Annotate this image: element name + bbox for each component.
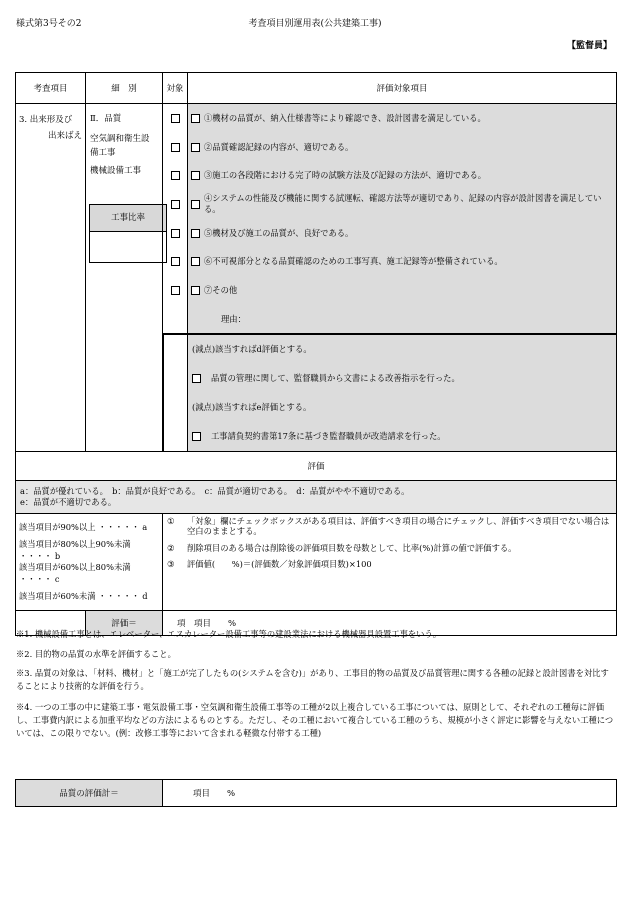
scale-a: 該当項目が90%以上 ・・・・・ a (19, 522, 148, 533)
footnote-2: ※2. 目的物の品質の水準を評価すること。 (16, 649, 176, 659)
target-checkbox-5[interactable] (171, 229, 180, 238)
header-category: 考査項目 (16, 73, 86, 104)
reason-field[interactable]: 理由： (221, 313, 246, 324)
subcategory-cell (86, 104, 163, 452)
header-items: 評価対象項目 (188, 73, 617, 104)
subcategory-line-3: 機械設備工事 (90, 166, 142, 176)
category-line-2: 出来ばえ (47, 131, 82, 141)
role-label: 【監督員】 (566, 41, 612, 51)
work-ratio-box (89, 204, 167, 263)
evaluation-table (15, 72, 617, 636)
header-subcategory: 細 別 (86, 73, 163, 104)
target-checkbox-2[interactable] (171, 143, 180, 152)
footnote-1: ※1. 機械設備工事とは、エレベーター、エスカレーター設備工事等の建設業法における機械器具設置工事をいう。 (16, 629, 442, 639)
grade-legend (16, 480, 617, 513)
footnote-4: ※4. 一つの工事の中に建築工事・電気設備工事・空気調和衛生設備工事等の工種が2以上複合している工事については、原則として、それぞれの工種毎に評価し、工事費内訳による加重平均などの方法によるものとする。ただし、その工種において複合している工種のうち、規模が小さく評定に影響を与えない工種については、この限りでない。(例：改修工事等において含まれる軽微な付帯する工種) (16, 702, 614, 738)
total-label: 品質の評価計＝ (16, 780, 163, 807)
note-3: ③ 評価値( %)＝(評価数／対象評価項目数)×100 (167, 559, 372, 570)
target-checkbox-6[interactable] (171, 257, 180, 266)
scale-c: 該当項目が60%以上80%未満 ・・・・ c (19, 562, 131, 585)
document-title: 考査項目別運用表(公共建築工事) (248, 19, 382, 29)
deduction-e-item: 工事請負契約書第17条に基づき監督職員が改造請求を行った。 (192, 422, 612, 451)
deduction-e-note: (減点)該当すればe評価とする。 (192, 402, 312, 413)
scale-b: 該当項目が80%以上90%未満 ・・・・ b (19, 539, 131, 562)
work-ratio-input[interactable] (90, 232, 166, 262)
item-checkbox-7[interactable] (191, 286, 200, 295)
footnote-3: ※3. 品質の対象は、「材料、機材」と「施工が完了したもの(システムを含む)」があり、工事目的物の品質及び品質管理に関する各種の記録と設計図書を対比することにより技術的な評価を行う。 (16, 668, 609, 691)
deduction-e-checkbox[interactable] (192, 432, 201, 441)
eval-item-2: ②品質確認記録の内容が、適切である。 (191, 133, 613, 162)
target-checkbox-4[interactable] (171, 200, 180, 209)
target-checkbox-7[interactable] (171, 286, 180, 295)
deduction-d-item: 品質の管理に関して、監督職員から文書による改善指示を行った。 (192, 364, 612, 393)
category-cell (16, 104, 86, 452)
eval-item-5: ⑤機材及び施工の品質が、良好である。 (191, 219, 613, 248)
header-target: 対象 (163, 73, 188, 104)
item-checkbox-6[interactable] (191, 257, 200, 266)
eval-item-7: ⑦その他 (191, 276, 613, 305)
deduction-d-note: (減点)該当すればd評価とする。 (192, 344, 312, 355)
target-checkbox-1[interactable] (171, 114, 180, 123)
grade-legend-line-2: e：品質が不適切である。 (20, 496, 117, 507)
evaluation-items-cell (188, 104, 617, 334)
evaluation-notes (163, 513, 617, 610)
work-ratio-label: 工事比率 (90, 205, 166, 232)
item-checkbox-3[interactable] (191, 171, 200, 180)
eval-item-4: ④システムの性能及び機能に関する試運転、確認方法等が適切であり、記録の内容が設計図書を満足している。 (191, 190, 613, 219)
deduction-target-cell (163, 334, 188, 452)
deduction-d-checkbox[interactable] (192, 374, 201, 383)
grade-legend-line-1: a：品質が優れている。 b：品質が良好である。 c：品質が適切である。 d：品質がやや不適切である。 (20, 485, 410, 496)
rating-value[interactable]: 項 項目 % (163, 610, 617, 635)
subcategory-line-1: Ⅱ．品質 (90, 114, 122, 124)
scale-d: 該当項目が60%未満 ・・・・・ d (19, 591, 148, 602)
item-checkbox-5[interactable] (191, 229, 200, 238)
evaluation-header: 評価 (16, 451, 617, 480)
eval-item-6: ⑥不可視部分となる品質確認のための工事写真、施工記録等が整備されている。 (191, 247, 613, 276)
eval-item-3: ③施工の各段階における完了時の試験方法及び記録の方法が、適切である。 (191, 161, 613, 190)
subcategory-line-2: 空気調和衛生設備工事 (90, 134, 150, 158)
item-checkbox-2[interactable] (191, 143, 200, 152)
category-line-1: 3. 出来形及び (19, 115, 73, 125)
form-number: 様式第3号その2 (16, 19, 82, 29)
item-checkbox-1[interactable] (191, 114, 200, 123)
total-table (15, 779, 617, 807)
item-checkbox-4[interactable] (191, 200, 200, 209)
rating-label: 評価＝ (86, 610, 163, 635)
total-value[interactable]: 項目 % (163, 780, 617, 807)
eval-item-1: ①機材の品質が、納入仕様書等により確認でき、設計図書を満足している。 (191, 104, 613, 133)
grade-scale (16, 513, 163, 610)
target-checkbox-column (163, 104, 188, 334)
note-1: ① 「対象」欄にチェックボックスがある項目は、評価すべき項目の場合にチェックし、評価すべき項目でない場合は空白のままとする。 (167, 515, 610, 537)
deduction-cell (188, 334, 617, 452)
target-checkbox-3[interactable] (171, 171, 180, 180)
note-2: ② 削除項目のある場合は削除後の評価項目数を母数として、比率(%)計算の値で評価する。 (167, 542, 517, 553)
